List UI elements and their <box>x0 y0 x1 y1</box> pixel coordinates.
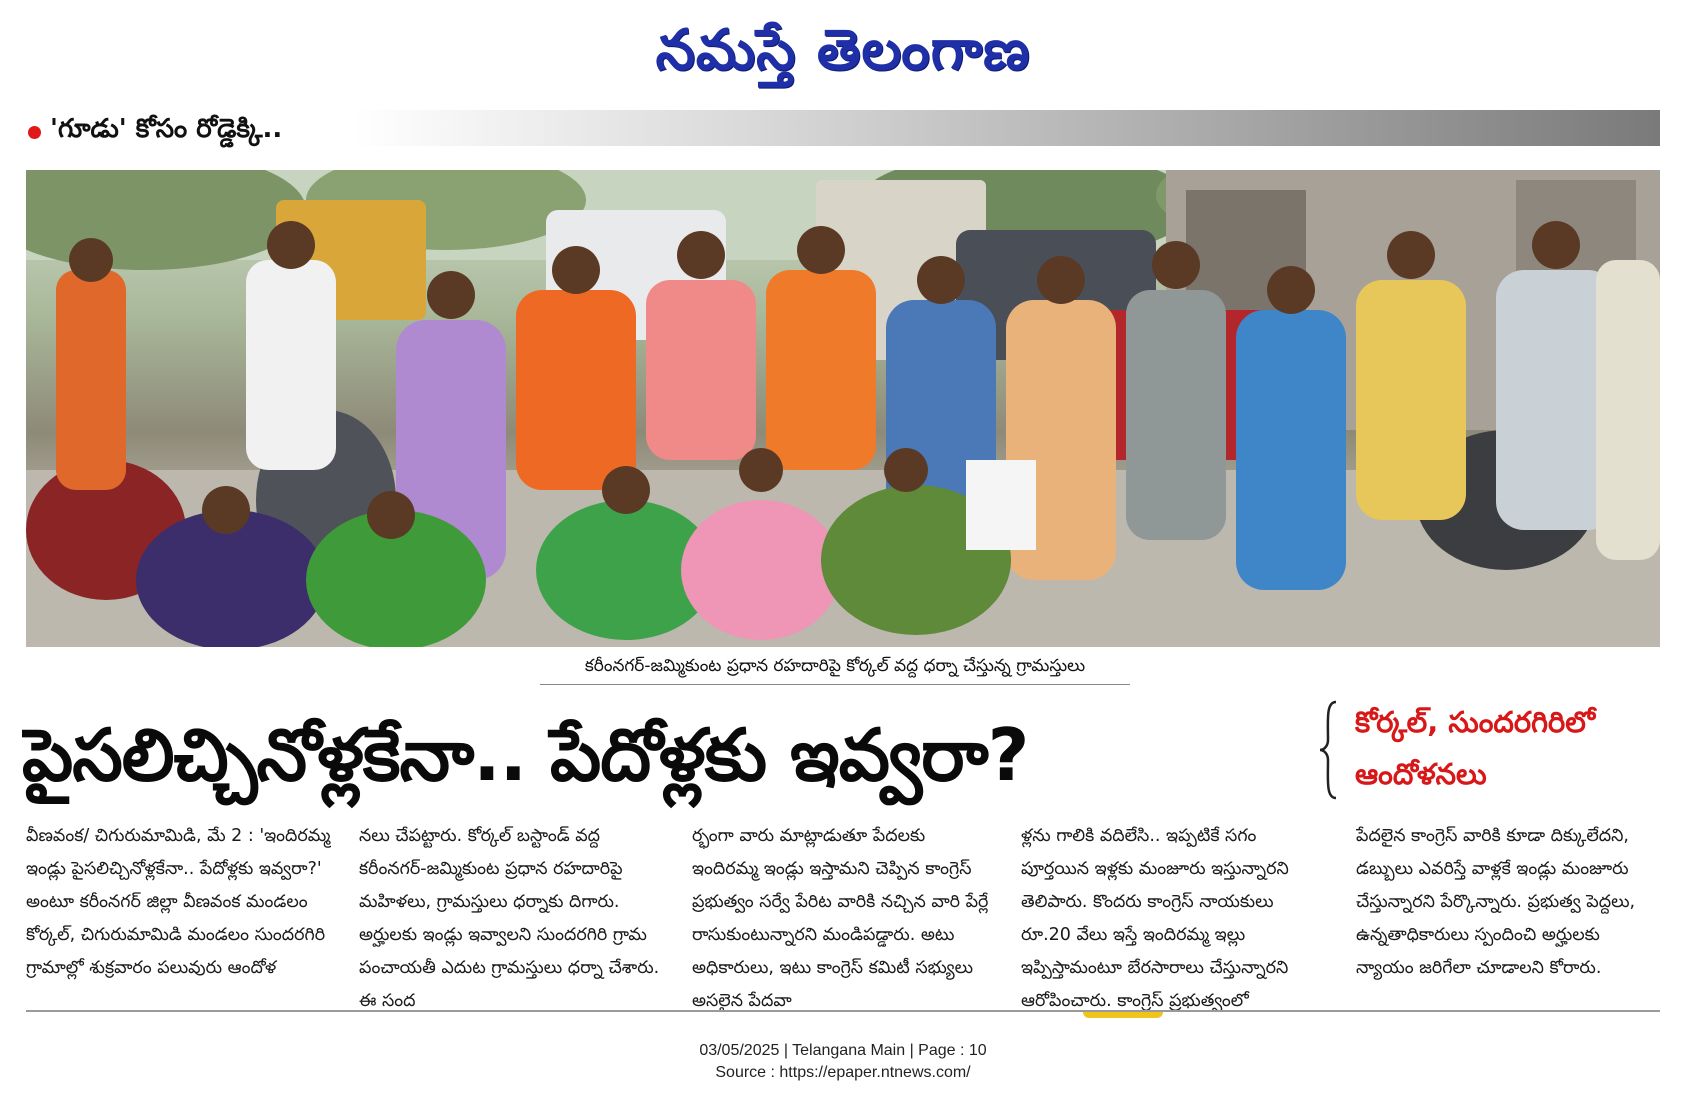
bottom-divider <box>26 1010 1660 1012</box>
caption-divider <box>540 684 1130 685</box>
article-text: నలు చేపట్టారు. కోర్కల్ బస్టాండ్ వద్ద కరీంనగర్-జమ్మికుంట ప్రధాన రహదారిపై మహిళలు, గ్రామస్తులు ధర్నాకు దిగారు. అర్హులకు ఇండ్లు ఇవ్వాలని సుందరగిరి గ్రామ పంచాయతీ ఎదుట గ్రామస్తులు ధర్నా చేశారు. ఈ సంద <box>359 826 660 1010</box>
accent-arc <box>1083 1012 1163 1018</box>
article-text: పేదలైన కాంగ్రెస్ వారికి కూడా దిక్కులేదని, డబ్బులు ఎవరిస్తే వాళ్లకే ఇండ్లు మంజూరు చేస్తున్నారని పేర్కొన్నారు. ప్రభుత్వ పెద్దలు, ఉన్నతాధికారులు స్పందించి అర్హులకు న్యాయం జరిగేలా చూడాలని కోరారు. <box>1356 826 1636 978</box>
article-column-1 <box>26 820 331 1010</box>
article-column-4 <box>1021 820 1326 1010</box>
photo-caption: కరీంనగర్-జమ్మికుంట ప్రధాన రహదారిపై కోర్కల్ వద్ద ధర్నా చేస్తున్న గ్రామస్తులు <box>584 656 1086 676</box>
article-text: వీణవంక/ చిగురుమామిడి, మే 2 : 'ఇందిరమ్మ ఇండ్లు పైసలిచ్చినోళ్లకేనా.. పేదోళ్లకు ఇవ్వరా?' అంటూ కరీంనగర్ జిల్లా వీణవంక మండలం కోర్కల్, చిగురుమామిడి మండలం సుందరగిరి గ్రామాల్లో శుక్రవారం పలువురు ఆందోళ <box>26 826 331 978</box>
footer-source-link[interactable]: Source : https://epaper.ntnews.com/ <box>715 1064 971 1081</box>
news-photo <box>26 170 1660 647</box>
article-text: ర్భంగా వారు మాట్లాడుతూ పేదలకు ఇందిరమ్మ ఇండ్లు ఇస్తామని చెప్పిన కాంగ్రెస్ ప్రభుత్వం సర్వే పేరిట వారికి నచ్చిన వారి పేర్లే రాసుకుంటున్నారని మండిపడ్డారు. అటు అధికారులు, ఇటు కాంగ్రెస్ కమిటీ సభ్యులు అసలైన పేదవా <box>692 826 989 1010</box>
curly-brace-icon <box>1318 700 1340 800</box>
subheadline-line-2: ఆందోళనలు <box>1355 757 1487 791</box>
article-column-5 <box>1356 820 1661 1010</box>
article-column-2 <box>359 820 664 1010</box>
bullet-dot-icon <box>28 126 41 139</box>
kicker-title: 'గూడు' కోసం రోడ్డెక్కి.. <box>50 114 283 144</box>
protest-photo-illustration <box>26 170 1660 647</box>
headline: పైసలిచ్చినోళ్లకేనా.. పేదోళ్లకు ఇవ్వరా? <box>22 713 1029 797</box>
article-text: ళ్లను గాలికి వదిలేసి.. ఇప్పటికే సగం పూర్తయిన ఇళ్లకు మంజూరు ఇస్తున్నారని తెలిపారు. కొందరు కాంగ్రెస్ నాయకులు రూ.20 వేలు ఇస్తే ఇందిరమ్మ ఇల్లు ఇప్పిస్తామంటూ బేరసారాలు చేస్తున్నారని ఆరోపించారు. కాంగ్రెస్ ప్రభుత్వంలో <box>1021 826 1289 1010</box>
subheadline-line-1: కోర్కల్, సుందరగిరిలో <box>1355 705 1596 739</box>
article-column-3 <box>692 820 997 1010</box>
newspaper-masthead: నమస్తే తెలంగాణ <box>655 18 1031 83</box>
footer-edition-info: 03/05/2025 | Telangana Main | Page : 10 <box>699 1042 987 1059</box>
